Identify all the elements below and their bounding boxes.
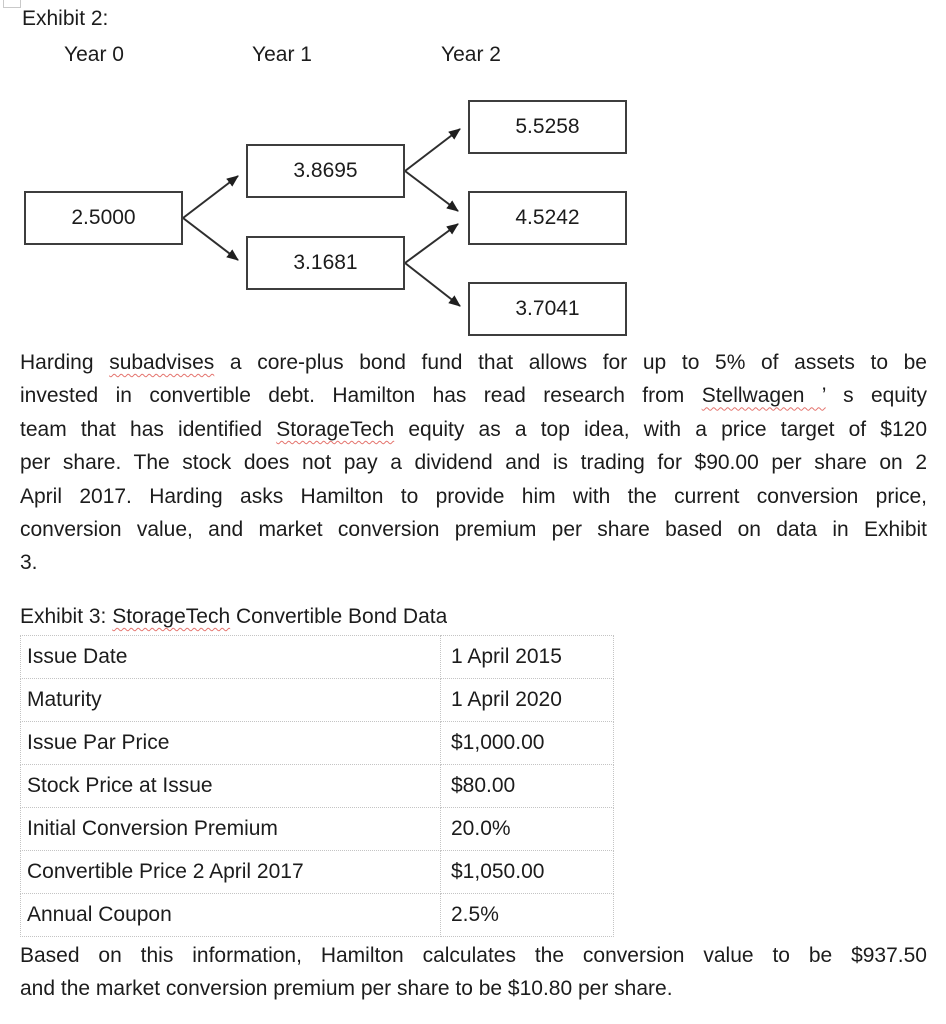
- row-value: $80.00: [441, 765, 614, 808]
- text-segment: Based on this information, Hamilton calculates the conversion value to be $937.50: [20, 944, 927, 967]
- case-paragraph: [20, 346, 927, 580]
- arrow-y1up-to-y2mid: [405, 171, 458, 211]
- text-line: [20, 379, 927, 412]
- row-label: Convertible Price 2 April 2017: [21, 851, 441, 894]
- convertible-bond-data-table: [20, 635, 614, 937]
- row-value: $1,000.00: [441, 722, 614, 765]
- row-value: 1 April 2020: [441, 679, 614, 722]
- row-label: Maturity: [21, 679, 441, 722]
- row-label: Issue Par Price: [21, 722, 441, 765]
- text-line: [20, 600, 447, 633]
- text-segment: equity as a top idea, with a price target of $120: [394, 417, 927, 441]
- tree-node-year1-down: 3.1681: [246, 236, 405, 290]
- exhibit2-title: Exhibit 2:: [22, 7, 109, 30]
- text-segment: April 2017. Harding asks Hamilton to provide him with the current conversion price,: [20, 484, 927, 508]
- arrow-y0-to-y1up: [183, 176, 238, 218]
- misspelled-word: StorageTech: [276, 417, 395, 441]
- corner-grid-artifact: [3, 0, 21, 8]
- text-segment: conversion value, and market conversion premium per share based on data in Exhibit: [20, 517, 927, 541]
- year0-column-label: Year 0: [64, 43, 124, 66]
- tree-node-year2-up: 5.5258: [468, 100, 627, 154]
- row-label: Issue Date: [21, 636, 441, 679]
- text-segment: and the market conversion premium per share to be $10.80 per share.: [20, 977, 673, 1001]
- text-line: [20, 346, 927, 379]
- row-label: Initial Conversion Premium: [21, 808, 441, 851]
- year2-column-label: Year 2: [441, 43, 501, 66]
- text-line: [20, 546, 927, 579]
- arrow-y1up-to-y2up: [405, 129, 460, 171]
- tree-node-year2-down: 3.7041: [468, 282, 627, 336]
- tree-node-year2-mid: 4.5242: [468, 191, 627, 245]
- table-row: [21, 765, 614, 808]
- misspelled-word: StorageTech: [112, 605, 231, 628]
- table-row: [21, 722, 614, 765]
- year1-column-label: Year 1: [252, 43, 312, 66]
- text-segment: s equity: [825, 384, 927, 408]
- text-segment: Exhibit 3:: [20, 605, 113, 628]
- row-label: Annual Coupon: [21, 894, 441, 937]
- text-segment: team that has identified: [20, 417, 277, 441]
- tree-node-year0: 2.5000: [24, 191, 183, 245]
- text-line: [20, 939, 927, 972]
- text-line: [20, 413, 927, 446]
- arrow-y1down-to-y2mid: [405, 224, 458, 263]
- binomial-tree-diagram: [0, 90, 660, 346]
- tree-node-year1-up: 3.8695: [246, 144, 405, 198]
- row-value: 20.0%: [441, 808, 614, 851]
- arrow-y0-to-y1down: [183, 218, 238, 260]
- text-line: [20, 972, 927, 1005]
- table-row: [21, 679, 614, 722]
- table-body: [21, 636, 614, 937]
- conclusion-paragraph: [20, 939, 927, 1006]
- text-segment: invested in convertible debt. Hamilton has read research from: [20, 384, 702, 408]
- exhibit3-title: [20, 600, 447, 633]
- text-segment: Convertible Bond Data: [230, 605, 448, 628]
- row-label: Stock Price at Issue: [21, 765, 441, 808]
- text-line: [20, 446, 927, 479]
- text-line: [20, 513, 927, 546]
- row-value: 2.5%: [441, 894, 614, 937]
- text-segment: per share. The stock does not pay a dividend and is trading for $90.00 per share on 2: [20, 451, 927, 475]
- text-segment: 3.: [20, 551, 38, 575]
- table-row: [21, 636, 614, 679]
- misspelled-word: subadvises: [109, 351, 215, 374]
- table-row: [21, 894, 614, 937]
- table-row: [21, 808, 614, 851]
- text-segment: Harding: [20, 351, 110, 374]
- misspelled-word: Stellwagen ’: [701, 384, 826, 408]
- arrow-y1down-to-y2down: [405, 263, 460, 306]
- row-value: $1,050.00: [441, 851, 614, 894]
- text-line: [20, 480, 927, 513]
- text-segment: a core-plus bond fund that allows for up to 5% of assets to be: [214, 351, 927, 374]
- row-value: 1 April 2015: [441, 636, 614, 679]
- table-row: [21, 851, 614, 894]
